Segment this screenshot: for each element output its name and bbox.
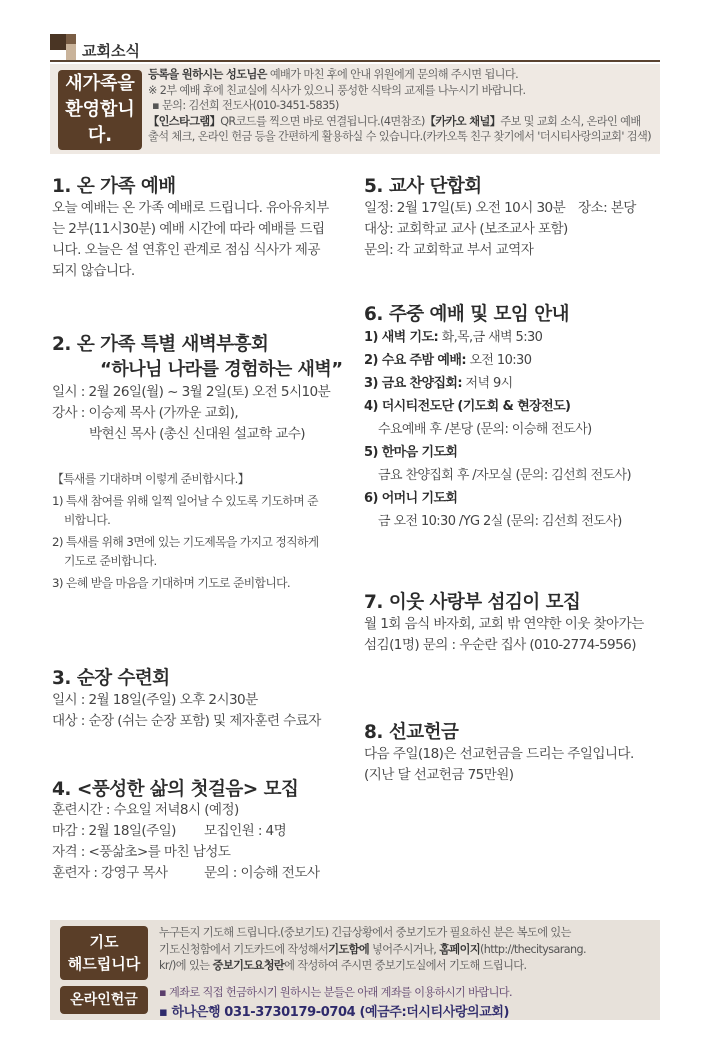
instagram-label: 【인스타그램】: [148, 114, 221, 128]
welcome-register-text: 예배가 마친 후에 안내 위원에게 문의해 주시면 됩니다.: [266, 68, 519, 81]
worship-item-label: 2) 수요 주밤 예배:: [364, 353, 466, 368]
revival-date: 일시 : 2월 26일(월) ~ 3월 2일(토) 오전 5시10분: [52, 384, 331, 400]
prep-title: 【특새를 기대하며 이렇게 준비합시다.】: [52, 472, 249, 486]
teacher-date: 일정: 2월 17일(토) 오전 10시 30분: [364, 200, 566, 216]
section-1-title: 1. 온 가족 예배: [52, 176, 176, 197]
worship-item-label: 5) 한마음 기도회: [364, 445, 458, 460]
homepage-url[interactable]: (http://thecitysarang.: [480, 942, 586, 956]
welcome-badge: [58, 70, 142, 150]
section-6-body: [364, 326, 631, 533]
welcome-meal-note: ※ 2부 예배 후에 친교실에 식사가 있으니 풍성한 식탁의 교제를 나누시기 바랍니다.: [148, 83, 526, 97]
prayer-request-label: 중보기도요청란: [209, 959, 285, 972]
offering-note: ▪ 계좌로 직접 헌금하시기 원하시는 분들은 아래 계좌를 이용하시기 바랍니다.: [159, 986, 512, 999]
neighbor-line: 섬김(1명) 문의 : 우순란 집사 (010-2774-5956): [364, 637, 636, 653]
worship-item-value: 오전 10:30: [465, 353, 532, 368]
revival-speaker: 강사 : 이승제 목사 (가까운 교회),: [52, 405, 239, 421]
retreat-target: 대상 : 순장 (쉬는 순장 포함) 및 제자훈련 수료자: [52, 713, 321, 729]
header-decor-square: [66, 34, 76, 44]
worship-item-value: 금 오전 10:30 /YG 2실 (문의: 김선희 전도사): [378, 514, 622, 529]
welcome-badge-line: 새가족을: [65, 73, 135, 94]
prayer-line-part: 에 작성하여 주시면 중보기도실에서 기도해 드립니다.: [284, 959, 527, 972]
section-5-body: [364, 198, 664, 261]
worship-item-value: 화,목,금 새벽 5:30: [438, 330, 543, 345]
prep-item: 기도로 준비합니다.: [64, 554, 157, 568]
prayer-box-label: 기도함에: [328, 942, 370, 956]
section-1-line: 니다. 오늘은 설 연휴인 관계로 점심 식사가 제공: [52, 242, 320, 258]
welcome-contact: ▪ 문의: 김선희 전도사(010-3451-5835): [152, 99, 339, 112]
welcome-text: [148, 67, 651, 145]
training-deadline: 마감 : 2월 18일(주일): [52, 823, 176, 839]
section-3-body: [52, 690, 321, 732]
mission-line: 다음 주일(18)은 선교헌금을 드리는 주일입니다.: [364, 746, 634, 762]
teacher-contact: 문의: 각 교회학교 부서 교역자: [364, 242, 534, 258]
section-4-title: 4. <풍성한 삶의 첫걸음> 모집: [52, 779, 299, 800]
worship-item-label: 1) 새벽 기도:: [364, 330, 439, 345]
prayer-line-part: kr/)에 있는: [159, 959, 210, 972]
section-2-title: 2. 온 가족 특별 새벽부흥회: [52, 334, 269, 355]
section-7-title: 7. 이웃 사랑부 섬김이 모집: [364, 592, 581, 613]
section-6-title: 6. 주중 예배 및 모임 안내: [364, 304, 569, 325]
bank-account: ▪ 하나은행 031-3730179-0704 (예금주:더시티사랑의교회): [159, 1005, 510, 1020]
section-1-line: 는 2부(11시30분) 예배 시간에 따라 예배를 드립: [52, 221, 325, 237]
prayer-badge-line: 해드립니다: [67, 955, 141, 973]
prayer-badge: [60, 926, 148, 980]
welcome-register-label: 등록을 원하시는 성도님은: [148, 68, 267, 81]
training-capacity: 모집인원 : 4명: [204, 823, 287, 839]
section-7-body: [364, 614, 644, 656]
section-3-title: 3. 순장 수련회: [52, 668, 170, 689]
retreat-date: 일시 : 2월 18일(주일) 오후 2시30분: [52, 692, 258, 708]
section-2-prep: [52, 470, 319, 593]
mission-line: (지난 달 선교헌금 75만원): [364, 767, 514, 783]
header-decor-square: [66, 44, 76, 60]
prep-item: 비합니다.: [64, 513, 111, 527]
section-8-title: 8. 선교헌금: [364, 722, 459, 743]
prayer-line-part: 넣어주시거나,: [369, 942, 440, 956]
prayer-line-part: 기도신청함에서 기도카드에 작성해서: [159, 942, 329, 956]
neighbor-line: 월 1회 음식 바자회, 교회 밖 연약한 이웃 찾아가는: [364, 616, 644, 632]
section-1-line: 오늘 예배는 온 가족 예배로 드립니다. 유아유치부: [52, 200, 329, 216]
worship-item-label: 4) 더시티전도단 (기도회 & 현장전도): [364, 399, 571, 414]
page-title: 교회소식: [82, 42, 140, 60]
section-4-body: [52, 800, 352, 884]
training-qualification: 자격 : <풍삶초>를 마친 남성도: [52, 844, 231, 860]
instagram-text: QR코드를 찍으면 바로 연결됩니다.(4면참조): [220, 114, 425, 128]
prep-item: 1) 특새 참여를 위해 일찍 일어날 수 있도록 기도하며 준: [52, 494, 318, 508]
welcome-badge-line: 환영합니다.: [65, 99, 135, 146]
teacher-place: 장소: 본당: [578, 200, 636, 216]
worship-item-value: 저녁 9시: [462, 376, 513, 391]
worship-item-value: 수요예배 후 /본당 (문의: 이승해 전도사): [378, 422, 592, 437]
section-8-body: [364, 744, 634, 786]
prayer-line: 누구든지 기도해 드립니다.(중보기도) 긴급상황에서 중보기도가 필요하신 분은 복도에 있는: [159, 926, 571, 939]
section-1-body: [52, 198, 329, 282]
revival-speaker-2: 박현신 목사 (총신 신대원 설교학 교수): [89, 426, 305, 442]
prep-item: 3) 은혜 받을 마음을 기대하며 기도로 준비합니다.: [52, 576, 291, 590]
worship-item-value: 금요 찬양집회 후 /자모실 (문의: 김선희 전도사): [378, 468, 631, 483]
training-time: 훈련시간 : 수요일 저녁8시 (예정): [52, 802, 239, 818]
homepage-label: 홈페이지: [439, 942, 481, 956]
kakao-text: 주보 및 교회 소식, 온라인 예배: [500, 114, 641, 128]
header-divider: [50, 60, 660, 62]
worship-item-label: 6) 어머니 기도회: [364, 491, 458, 506]
worship-item-label: 3) 금요 찬양집회:: [364, 376, 462, 391]
teacher-target: 대상: 교회학교 교사 (보조교사 포함): [364, 221, 568, 237]
prayer-text: [159, 925, 586, 975]
training-trainer: 훈련자 : 강영구 목사: [52, 865, 168, 881]
section-5-title: 5. 교사 단합회: [364, 176, 482, 197]
prayer-badge-line: 기도: [89, 933, 119, 951]
section-2-body: [52, 382, 330, 445]
kakao-text-2: 출석 체크, 온라인 헌금 등을 간편하게 활용하실 수 있습니다.(카카오톡 친구 찾기에서 '더시티사랑의교회' 검색): [148, 130, 651, 143]
kakao-label: 【카카오 채널】: [424, 114, 501, 128]
section-2-subtitle: “하나님 나라를 경험하는 새벽”: [100, 359, 343, 380]
header-decor-square: [50, 34, 66, 50]
online-offering-badge: 온라인헌금: [60, 986, 148, 1014]
prep-item: 2) 특새를 위해 3면에 있는 기도제목을 가지고 정직하게: [52, 535, 319, 549]
training-contact: 문의 : 이승해 전도사: [204, 865, 320, 881]
section-1-line: 되지 않습니다.: [52, 263, 135, 279]
